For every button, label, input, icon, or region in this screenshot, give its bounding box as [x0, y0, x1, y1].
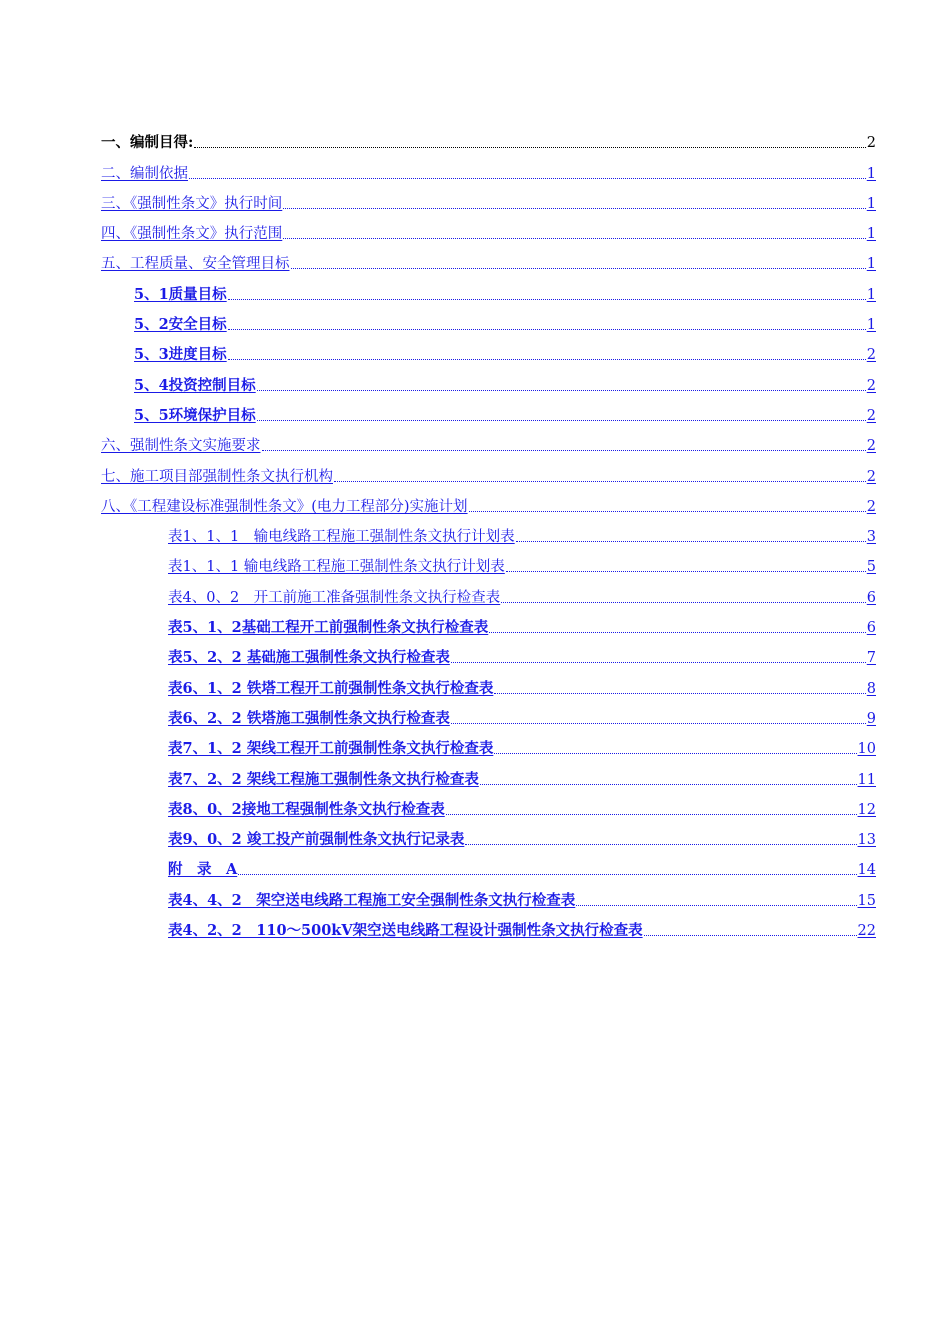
toc-entry-5[interactable] — [101, 244, 876, 274]
toc-entry-title: 5、1质量目标 — [134, 285, 227, 303]
toc-entry-2[interactable] — [101, 153, 876, 183]
toc-dot-leader — [465, 843, 856, 845]
toc-dot-leader — [494, 752, 856, 754]
toc-entry-page: 2 — [866, 498, 876, 515]
toc-entry-page: 2 — [866, 407, 876, 424]
toc-entry-page: 2 — [866, 438, 876, 455]
toc-dot-leader — [291, 267, 866, 269]
toc-dot-leader — [189, 177, 866, 179]
toc-dot-leader — [506, 570, 866, 572]
toc-dot-leader — [257, 419, 866, 421]
toc-entry-27[interactable] — [168, 911, 876, 941]
toc-entry-title: 表4、0、2 开工前施工准备强制性条文执行检查表 — [168, 589, 501, 606]
toc-entry-title: 四、《强制性条文》执行范围 — [101, 226, 283, 243]
toc-dot-leader — [194, 146, 865, 148]
toc-entry-title: 表9、0、2 竣工投产前强制性条文执行记录表 — [168, 831, 465, 849]
toc-entry-20[interactable] — [168, 699, 876, 729]
toc-entry-page: 3 — [866, 529, 876, 546]
toc-entry-1 — [101, 123, 876, 153]
toc-entry-page: 22 — [857, 923, 876, 940]
toc-entry-title: 表5、2、2 基础施工强制性条文执行检查表 — [168, 649, 450, 667]
toc-entry-11[interactable] — [101, 426, 876, 456]
toc-entry-page: 2 — [866, 468, 876, 485]
toc-entry-19[interactable] — [168, 668, 876, 698]
toc-entry-page: 6 — [866, 589, 876, 606]
toc-entry-title: 六、强制性条文实施要求 — [101, 438, 261, 455]
toc-entry-page: 10 — [857, 741, 876, 758]
toc-entry-title: 表4、2、2 110～500kV架空送电线路工程设计强制性条文执行检查表 — [168, 922, 643, 940]
toc-entry-14[interactable] — [168, 517, 876, 547]
toc-entry-title: 二、编制依据 — [101, 165, 188, 182]
toc-dot-leader — [283, 237, 866, 239]
toc-entry-title: 七、施工项目部强制性条文执行机构 — [101, 468, 333, 485]
toc-dot-leader — [644, 934, 857, 936]
toc-dot-leader — [238, 873, 856, 875]
toc-dot-leader — [334, 480, 866, 482]
toc-entry-page: 7 — [866, 650, 876, 667]
toc-entry-13[interactable] — [101, 487, 876, 517]
toc-entry-title: 表6、1、2 铁塔工程开工前强制性条文执行检查表 — [168, 679, 494, 697]
toc-entry-title: 表8、0、2接地工程强制性条文执行检查表 — [168, 800, 445, 818]
toc-entry-title: 表7、2、2 架线工程施工强制性条文执行检查表 — [168, 770, 479, 788]
toc-entry-title: 一、编制目得: — [101, 134, 194, 152]
toc-entry-17[interactable] — [168, 608, 876, 638]
toc-dot-leader — [451, 661, 866, 663]
toc-dot-leader — [262, 449, 866, 451]
toc-entry-title: 表7、1、2 架线工程开工前强制性条文执行检查表 — [168, 740, 494, 758]
toc-entry-title: 5、2安全目标 — [134, 316, 227, 334]
toc-entry-6[interactable] — [134, 274, 876, 304]
toc-dot-leader — [283, 207, 866, 209]
toc-dot-leader — [576, 904, 856, 906]
toc-entry-16[interactable] — [168, 577, 876, 607]
toc-entry-title: 表1、1、1 输电线路工程施工强制性条文执行计划表 — [168, 559, 505, 576]
toc-entry-title: 五、工程质量、安全管理目标 — [101, 256, 290, 273]
toc-entry-25[interactable] — [168, 850, 876, 880]
toc-entry-title: 八、《工程建设标准强制性条文》(电力工程部分)实施计划 — [101, 498, 468, 515]
toc-entry-page: 5 — [866, 559, 876, 576]
toc-entry-page: 1 — [866, 195, 876, 212]
toc-entry-10[interactable] — [134, 396, 876, 426]
toc-entry-26[interactable] — [168, 880, 876, 910]
toc-entry-page: 11 — [857, 771, 876, 788]
toc-entry-21[interactable] — [168, 729, 876, 759]
toc-entry-title: 表6、2、2 铁塔施工强制性条文执行检查表 — [168, 709, 450, 727]
toc-entry-page: 9 — [866, 710, 876, 727]
toc-entry-title: 表4、4、2 架空送电线路工程施工安全强制性条文执行检查表 — [168, 891, 576, 909]
toc-entry-title: 表1、1、1 输电线路工程施工强制性条文执行计划表 — [168, 529, 515, 546]
toc-entry-title: 附 录 A — [168, 861, 238, 879]
toc-entry-22[interactable] — [168, 759, 876, 789]
toc-entry-page: 6 — [866, 620, 876, 637]
toc-entry-title: 5、4投资控制目标 — [134, 376, 256, 394]
toc-dot-leader — [451, 722, 866, 724]
toc-entry-title: 表5、1、2基础工程开工前强制性条文执行检查表 — [168, 619, 489, 637]
toc-entry-15[interactable] — [168, 547, 876, 577]
toc-entry-9[interactable] — [134, 365, 876, 395]
toc-dot-leader — [469, 510, 866, 512]
toc-dot-leader — [501, 601, 866, 603]
toc-entry-title: 三、《强制性条文》执行时间 — [101, 195, 283, 212]
toc-entry-page: 1 — [866, 165, 876, 182]
toc-entry-title: 5、3进度目标 — [134, 346, 227, 364]
toc-entry-7[interactable] — [134, 305, 876, 335]
toc-entry-page: 1 — [866, 317, 876, 334]
toc-dot-leader — [489, 631, 866, 633]
toc-entry-page: 13 — [857, 832, 876, 849]
toc-entry-8[interactable] — [134, 335, 876, 365]
toc-entry-24[interactable] — [168, 820, 876, 850]
toc-entry-page: 2 — [866, 347, 876, 364]
toc-dot-leader — [228, 298, 866, 300]
toc-entry-page: 1 — [866, 226, 876, 243]
toc-entry-page: 2 — [866, 377, 876, 394]
toc-dot-leader — [494, 692, 865, 694]
toc-dot-leader — [516, 540, 866, 542]
toc-entry-title: 5、5环境保护目标 — [134, 406, 256, 424]
toc-entry-4[interactable] — [101, 214, 876, 244]
toc-entry-page: 12 — [857, 801, 876, 818]
toc-dot-leader — [257, 389, 866, 391]
toc-entry-23[interactable] — [168, 790, 876, 820]
toc-entry-page: 1 — [866, 256, 876, 273]
toc-entry-page: 8 — [866, 680, 876, 697]
toc-entry-page: 14 — [857, 862, 876, 879]
toc-dot-leader — [228, 358, 866, 360]
toc-entry-3[interactable] — [101, 184, 876, 214]
toc-entry-page: 15 — [857, 892, 876, 909]
toc-entry-12[interactable] — [101, 456, 876, 486]
toc-entry-18[interactable] — [168, 638, 876, 668]
toc-dot-leader — [228, 328, 866, 330]
table-of-contents — [0, 123, 950, 941]
toc-entry-page: 2 — [866, 135, 876, 152]
toc-dot-leader — [480, 783, 857, 785]
toc-entry-page: 1 — [866, 286, 876, 303]
toc-dot-leader — [446, 813, 857, 815]
